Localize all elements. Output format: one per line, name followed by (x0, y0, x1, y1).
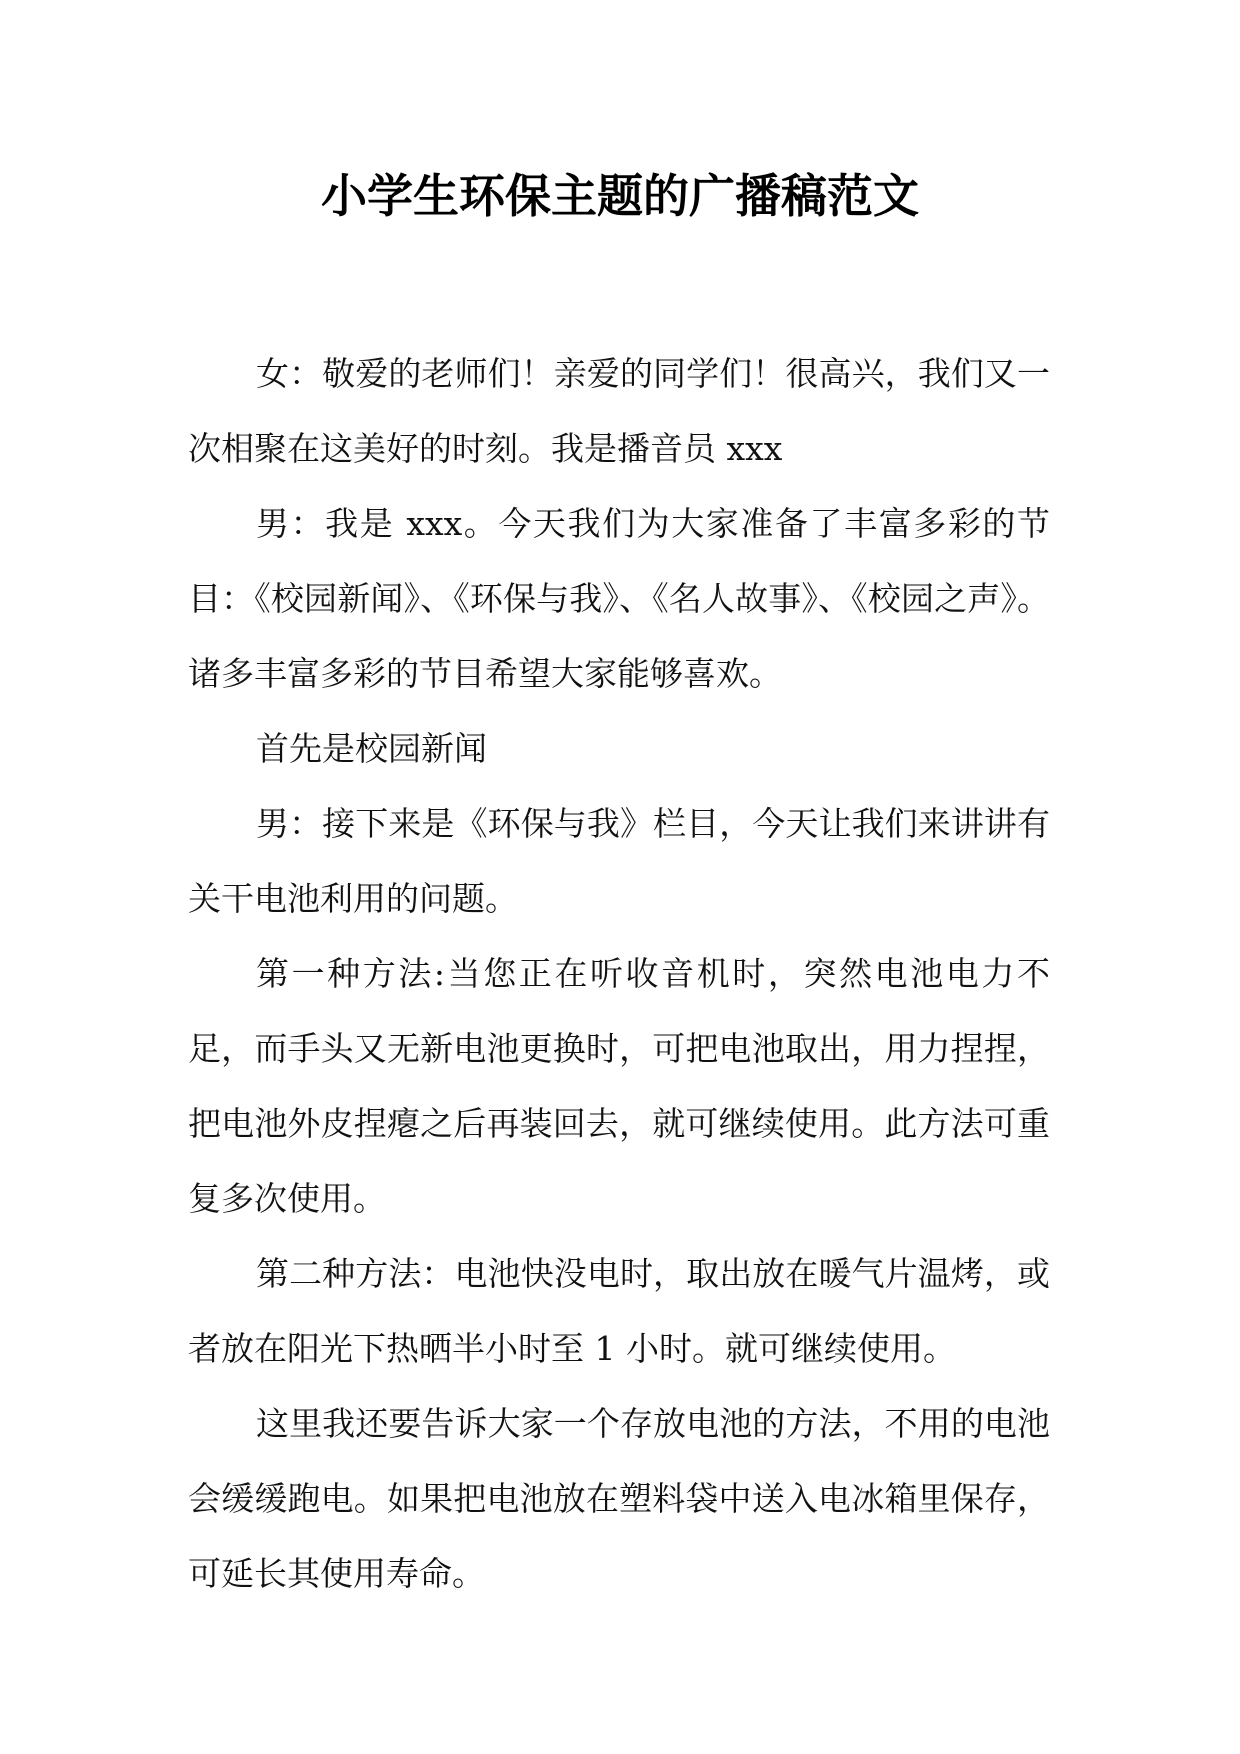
paragraph-environment-section: 男：接下来是《环保与我》栏目，今天让我们来讲讲有关干电池利用的问题。 (188, 804, 1050, 918)
paragraph-campus-news: 首先是校园新闻 (256, 729, 487, 768)
paragraph-method-two: 第二种方法：电池快没电时，取出放在暖气片温烤，或者放在阳光下热晒半小时至 1 小时。就可继续使用。 (188, 1254, 1050, 1368)
paragraph-storage-tip: 这里我还要告诉大家一个存放电池的方法，不用的电池会缓缓跑电。如果把电池放在塑料袋中送入电冰箱里保存，可延长其使用寿命。 (188, 1404, 1050, 1593)
paragraph-intro-female: 女：敬爱的老师们！亲爱的同学们！很高兴，我们又一次相聚在这美好的时刻。我是播音员 xxx (188, 354, 1050, 468)
document-title: 小学生环保主题的广播稿范文 (321, 169, 919, 223)
paragraph-intro-male: 男：我是 xxx。今天我们为大家准备了丰富多彩的节目：《校园新闻》、《环保与我》、《名人故事》、《校园之声》。诸多丰富多彩的节目希望大家能够喜欢。 (188, 504, 1050, 693)
paragraph-method-one: 第一种方法:当您正在听收音机时，突然电池电力不足，而手头又无新电池更换时，可把电池取出，用力捏捏，把电池外皮捏瘪之后再装回去，就可继续使用。此方法可重复多次使用。 (188, 954, 1050, 1218)
document-body (188, 336, 1050, 1611)
